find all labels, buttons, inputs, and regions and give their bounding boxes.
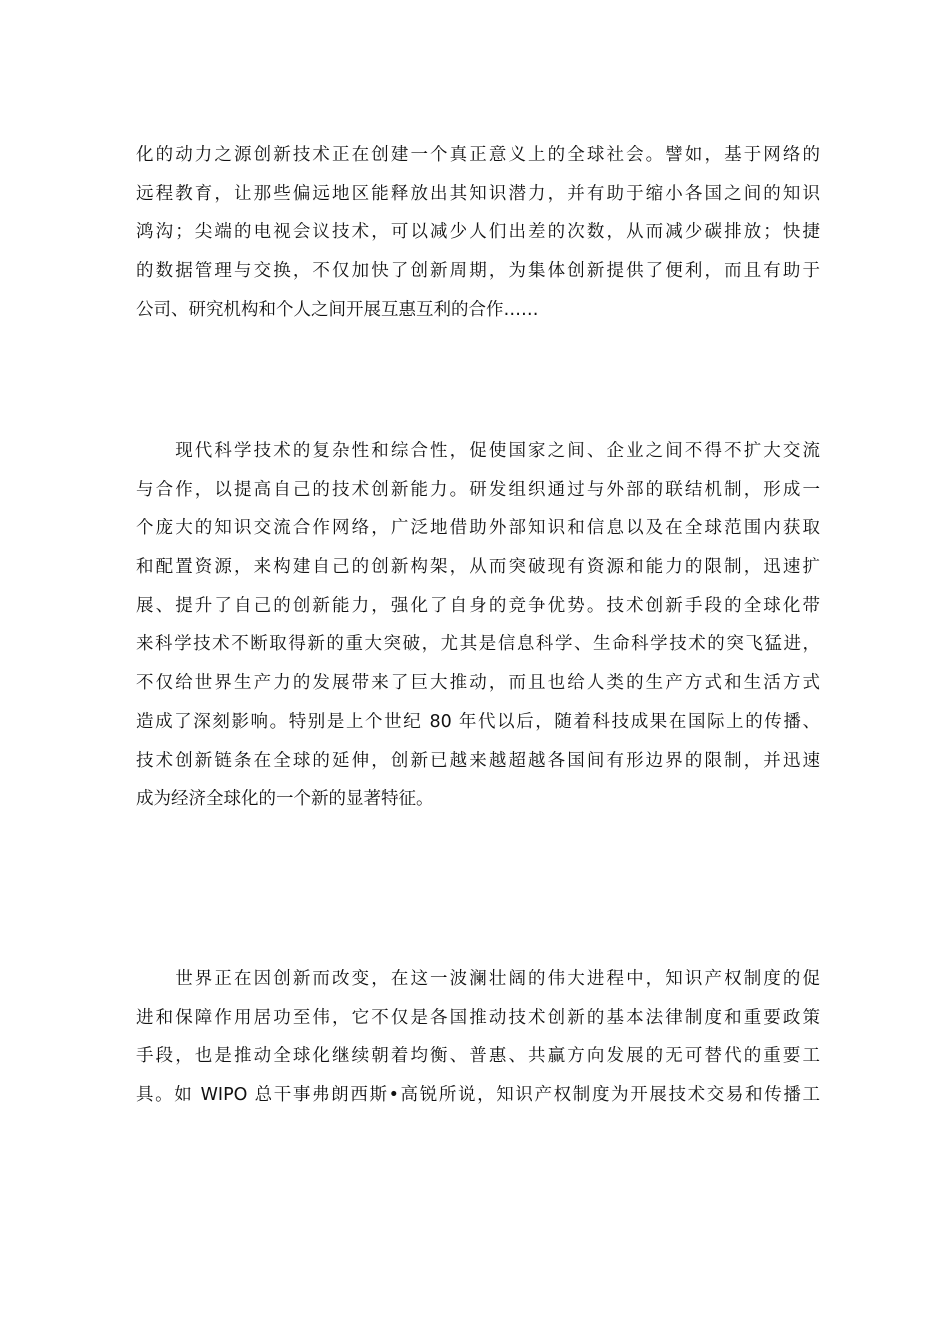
paragraph-line: 远程教育，让那些偏远地区能释放出其知识潜力，并有助于缩小各国之间的知识: [136, 183, 820, 204]
paragraph-line: 技术创新链条在全球的延伸，创新已越来越超越各国间有形边界的限制，并迅速: [136, 750, 820, 771]
paragraph-line: 来科学技术不断取得新的重大突破，尤其是信息科学、生命科学技术的突飞猛进，: [136, 634, 820, 655]
paragraph-line: 现代科学技术的复杂性和综合性，促使国家之间、企业之间不得不扩大交流: [136, 441, 820, 461]
paragraph-line: 和配置资源，来构建自己的创新构架，从而突破现有资源和能力的限制，迅速扩: [136, 557, 820, 578]
paragraph-line: 化的动力之源创新技术正在创建一个真正意义上的全球社会。譬如，基于网络的: [136, 145, 820, 165]
paragraph-line: 手段，也是推动全球化继续朝着均衡、普惠、共赢方向发展的无可替代的重要工: [136, 1046, 820, 1067]
paragraph-line: 个庞大的知识交流合作网络，广泛地借助外部知识和信息以及在全球范围内获取: [136, 518, 820, 539]
paragraph-3: [136, 960, 820, 1115]
paragraph-line: 与合作，以提高自己的技术创新能力。研发组织通过与外部的联结机制，形成一: [136, 479, 820, 500]
paragraph-line: 的数据管理与交换，不仅加快了创新周期，为集体创新提供了便利，而且有助于: [136, 261, 820, 282]
paragraph-line: 公司、研究机构和个人之间开展互惠互利的合作……: [136, 299, 539, 320]
paragraph-line: 不仅给世界生产力的发展带来了巨大推动，而且也给人类的生产方式和生活方式: [136, 673, 820, 694]
paragraph-line: 成为经济全球化的一个新的显著特征。: [136, 789, 434, 810]
paragraph-line: 进和保障作用居功至伟，它不仅是各国推动技术创新的基本法律制度和重要政策: [136, 1007, 820, 1028]
paragraph-line: 世界正在因创新而改变，在这一波澜壮阔的伟大进程中，知识产权制度的促: [136, 969, 820, 989]
paragraph-line: 鸿沟；尖端的电视会议技术，可以减少人们出差的次数，从而减少碳排放；快捷: [136, 222, 820, 243]
paragraph-line: 展、提升了自己的创新能力，强化了自身的竞争优势。技术创新手段的全球化带: [136, 595, 820, 616]
paragraph-line: 具。如 WIPO 总干事弗朗西斯•高锐所说，知识产权制度为开展技术交易和传播工: [136, 1085, 820, 1106]
paragraph-line: 造成了深刻影响。特别是上个世纪 80 年代以后，随着科技成果在国际上的传播、: [136, 711, 820, 732]
paragraph-2: [136, 432, 820, 819]
paragraph-1: [136, 136, 820, 329]
